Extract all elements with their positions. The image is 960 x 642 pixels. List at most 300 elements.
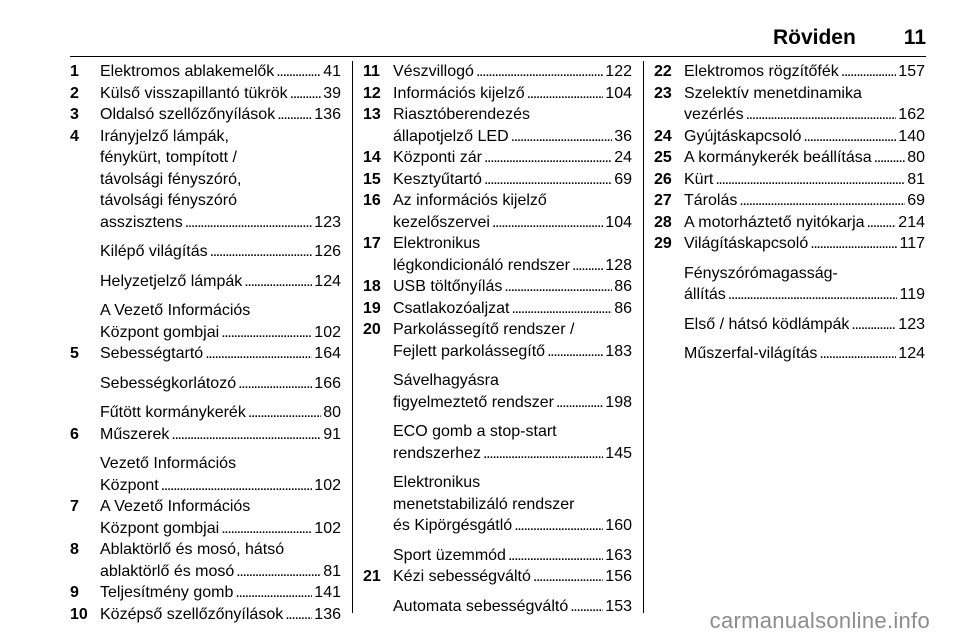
dot-leader	[841, 61, 897, 83]
page-reference: 214	[898, 213, 925, 231]
dot-leader	[248, 402, 321, 424]
index-entry	[70, 271, 341, 293]
item-reference	[393, 545, 632, 567]
item-text	[100, 343, 341, 365]
column-divider-2	[643, 61, 644, 613]
item-number	[654, 343, 684, 365]
item-reference	[100, 402, 341, 424]
page-reference: 122	[605, 63, 632, 80]
item-reference	[393, 298, 632, 320]
item-reference	[393, 515, 632, 537]
item-text	[100, 496, 341, 539]
item-text	[684, 61, 925, 83]
item-number: 13	[363, 106, 381, 123]
item-label: Kézi sebességváltó	[393, 568, 531, 585]
item-text	[100, 582, 341, 604]
page-reference: 81	[907, 170, 925, 188]
page-reference: 136	[314, 106, 341, 123]
page-reference: 163	[605, 546, 632, 564]
item-label: figyelmeztető rendszer	[393, 393, 554, 411]
item-label-line: távolsági fényszóró	[100, 192, 237, 209]
item-label-line: A Vezető Információs	[100, 498, 251, 515]
item-label: Helyzetjelző lámpák	[100, 272, 243, 290]
item-number: 14	[363, 149, 381, 166]
index-entry	[363, 61, 632, 83]
index-entry	[70, 604, 341, 626]
item-label: ablaktörlő és mosó	[100, 562, 235, 580]
item-label: Műszerek	[100, 425, 170, 443]
item-reference	[100, 104, 341, 126]
dot-leader	[484, 147, 612, 169]
page-reference: 80	[323, 404, 341, 421]
item-label: állapotjelző LED	[393, 127, 509, 145]
item-text	[100, 424, 341, 446]
page-reference: 81	[323, 562, 341, 580]
item-label: Automata sebességváltó	[393, 597, 569, 615]
page-reference: 123	[898, 315, 925, 333]
item-label-line: Vezető Információs	[100, 455, 237, 472]
item-text	[684, 263, 925, 306]
item-text	[393, 319, 632, 362]
item-label: Külső visszapillantó tükrök	[100, 84, 288, 102]
dot-leader	[185, 212, 313, 234]
item-label: Középső szellőzőnyílások	[100, 605, 284, 623]
dot-leader	[728, 284, 898, 306]
item-number: 12	[363, 84, 381, 102]
item-label-line: Fényszórómagasság-	[684, 264, 838, 282]
item-reference	[393, 61, 632, 83]
page-reference: 80	[907, 149, 925, 166]
item-number: 26	[654, 170, 672, 188]
item-text	[684, 343, 925, 365]
page-reference: 124	[314, 272, 341, 290]
dot-leader	[715, 169, 905, 191]
index-entry	[70, 453, 341, 496]
page-reference: 36	[614, 127, 632, 145]
item-reference	[100, 518, 341, 540]
item-text	[100, 104, 341, 126]
dot-leader	[492, 212, 603, 234]
item-number: 22	[654, 63, 672, 80]
item-number	[363, 545, 393, 567]
dot-leader	[235, 582, 312, 604]
dot-leader	[739, 190, 905, 212]
item-number: 27	[654, 192, 672, 209]
item-reference	[684, 61, 925, 83]
item-text	[684, 169, 925, 191]
item-number: 16	[363, 192, 381, 209]
dot-leader	[290, 83, 322, 105]
item-reference	[393, 169, 632, 191]
item-label-line: Elektronikus	[393, 474, 481, 491]
item-label: Kürt	[684, 170, 714, 188]
item-label: Fejlett parkolássegítő	[393, 342, 546, 360]
item-label-line: Ablaktörlő és mosó, hátsó	[100, 541, 285, 558]
item-reference	[684, 126, 925, 148]
page-reference: 124	[898, 345, 925, 362]
item-number: 10	[70, 605, 88, 623]
item-text	[393, 545, 632, 567]
page-reference: 102	[314, 476, 341, 494]
dot-leader	[867, 212, 897, 234]
item-label-line: Elektronikus	[393, 235, 481, 252]
item-reference	[393, 566, 632, 588]
item-number	[363, 370, 393, 413]
index-entry	[363, 472, 632, 537]
item-number	[70, 271, 100, 293]
item-text	[393, 147, 632, 169]
page-reference: 102	[314, 323, 341, 341]
item-number	[363, 472, 393, 537]
item-text	[393, 298, 632, 320]
dot-leader	[512, 298, 613, 320]
item-label-line: Irányjelző lámpák,	[100, 127, 229, 145]
dot-leader	[572, 255, 603, 277]
item-label: Információs kijelző	[393, 84, 525, 102]
page-reference: 119	[899, 286, 925, 303]
item-number	[70, 453, 100, 496]
dot-leader	[161, 475, 313, 497]
item-label: vezérlés	[684, 106, 744, 123]
page-reference: 117	[899, 235, 925, 252]
index-entry	[363, 233, 632, 276]
item-number: 20	[363, 321, 381, 338]
item-label-line: fénykürt, tompított /	[100, 149, 237, 166]
header-rule	[70, 56, 926, 57]
index-entry	[363, 545, 632, 567]
index-entry	[654, 169, 925, 191]
item-reference	[684, 104, 925, 126]
item-label: A kormánykerék beállítása	[684, 149, 872, 166]
item-label-line: ECO gomb a stop-start	[393, 423, 557, 440]
item-number: 1	[70, 63, 79, 80]
item-text	[100, 271, 341, 293]
item-text	[393, 370, 632, 413]
page-title: Röviden	[772, 26, 856, 49]
dot-leader	[514, 515, 603, 537]
item-label-line: Parkolássegítő rendszer /	[393, 321, 575, 338]
item-number	[363, 596, 393, 618]
index-entry	[363, 421, 632, 464]
item-reference	[393, 341, 632, 363]
dot-leader	[210, 241, 313, 263]
index-entry	[363, 319, 632, 362]
item-number: 24	[654, 127, 672, 145]
index-entry	[70, 83, 341, 105]
dot-leader	[874, 147, 906, 169]
index-entry	[654, 147, 925, 169]
item-number: 7	[70, 498, 79, 515]
item-reference	[100, 61, 341, 83]
item-text	[684, 126, 925, 148]
dot-leader	[819, 343, 896, 365]
page-reference: 41	[323, 63, 341, 80]
item-label: Elektromos rögzítőfék	[684, 63, 839, 80]
item-reference	[393, 443, 632, 465]
index-entry	[363, 370, 632, 413]
index-entry	[363, 596, 632, 618]
index-entry	[363, 83, 632, 105]
dot-leader	[803, 126, 896, 148]
item-reference	[393, 147, 632, 169]
item-number: 21	[363, 568, 381, 585]
item-label: Világításkapcsoló	[684, 235, 809, 252]
item-text	[393, 421, 632, 464]
item-label: Műszerfal-világítás	[684, 345, 818, 362]
item-label-line: menetstabilizáló rendszer	[393, 495, 575, 513]
item-label-line: Riasztóberendezés	[393, 106, 530, 123]
dot-leader	[851, 314, 896, 336]
item-text	[393, 233, 632, 276]
item-number	[363, 421, 393, 464]
item-reference	[393, 392, 632, 414]
item-reference	[684, 233, 925, 255]
dot-leader	[533, 566, 603, 588]
item-number: 5	[70, 345, 79, 362]
page-reference: 156	[605, 568, 632, 585]
item-label: Gyújtáskapcsoló	[684, 127, 802, 145]
item-label: Vészvillogó	[393, 63, 474, 80]
item-number: 28	[654, 213, 672, 231]
item-label: asszisztens	[100, 213, 183, 231]
index-entry	[654, 83, 925, 126]
watermark: carmanualsonline.info	[709, 608, 930, 633]
page-reference: 166	[314, 374, 341, 392]
item-text	[100, 126, 341, 234]
item-text	[684, 233, 925, 255]
item-label: légkondicionáló rendszer	[393, 256, 570, 274]
page-reference: 104	[605, 84, 632, 102]
item-label-line: Az információs kijelző	[393, 192, 547, 209]
dot-leader	[508, 545, 603, 567]
page-reference: 69	[614, 170, 632, 188]
index-entry	[654, 190, 925, 212]
item-reference	[684, 147, 925, 169]
dot-leader	[476, 61, 603, 83]
item-number: 9	[70, 584, 79, 601]
dot-leader	[484, 169, 612, 191]
item-label: és Kipörgésgátló	[393, 517, 513, 534]
item-label: kezelőszervei	[393, 213, 490, 231]
item-label: Kesztyűtartó	[393, 170, 482, 188]
item-label: Kilépő világítás	[100, 243, 208, 260]
dot-leader	[221, 518, 312, 540]
item-number: 23	[654, 84, 672, 102]
dot-leader	[527, 83, 604, 105]
index-entry	[654, 314, 925, 336]
index-entry	[363, 169, 632, 191]
item-label: rendszerhez	[393, 444, 482, 462]
item-label: Tárolás	[684, 192, 738, 209]
item-text	[393, 83, 632, 105]
item-label-line: távolsági fényszóró,	[100, 170, 242, 188]
item-label: Elektromos ablakemelők	[100, 63, 275, 80]
dot-leader	[221, 322, 312, 344]
dot-leader	[556, 392, 603, 414]
dot-leader	[483, 443, 603, 465]
item-label: Központ gombjai	[100, 519, 220, 537]
item-reference	[684, 169, 925, 191]
item-label: Sport üzemmód	[393, 546, 506, 564]
item-number: 19	[363, 299, 381, 317]
item-text	[100, 300, 341, 343]
index-entry	[70, 61, 341, 83]
item-text	[393, 276, 632, 298]
item-number: 17	[363, 235, 381, 252]
index-entry	[70, 126, 341, 234]
item-reference	[393, 126, 632, 148]
column-divider-1	[352, 61, 353, 613]
page-reference: 104	[605, 213, 632, 231]
item-reference	[100, 83, 341, 105]
item-number	[654, 314, 684, 336]
index-entry	[363, 276, 632, 298]
page-reference: 24	[614, 149, 632, 166]
dot-leader	[810, 233, 897, 255]
dot-leader	[285, 604, 312, 626]
index-entry	[70, 343, 341, 365]
item-text	[684, 147, 925, 169]
item-number	[654, 263, 684, 306]
item-text	[684, 212, 925, 234]
page-number: 11	[903, 26, 926, 49]
page-header	[773, 26, 926, 50]
item-number	[70, 241, 100, 263]
item-reference	[684, 343, 925, 365]
item-label: Első / hátsó ködlámpák	[684, 315, 850, 333]
page-reference: 153	[605, 597, 632, 615]
item-text	[100, 453, 341, 496]
page-reference: 102	[314, 519, 341, 537]
index-entry	[654, 233, 925, 255]
item-number	[70, 300, 100, 343]
item-number	[70, 402, 100, 424]
item-reference	[100, 271, 341, 293]
page-reference: 157	[898, 63, 925, 80]
item-reference	[684, 314, 925, 336]
item-label: Csatlakozóaljzat	[393, 299, 510, 317]
page-reference: 160	[605, 517, 632, 534]
item-reference	[100, 424, 341, 446]
item-text	[393, 104, 632, 147]
toc-column-3	[654, 61, 925, 365]
item-number: 2	[70, 84, 79, 102]
item-label-line: Szelektív menetdinamika	[684, 84, 862, 102]
index-entry	[363, 147, 632, 169]
item-reference	[100, 561, 341, 583]
index-entry	[654, 212, 925, 234]
index-entry	[70, 424, 341, 446]
item-reference	[100, 475, 341, 497]
item-number	[70, 373, 100, 395]
page-reference: 140	[898, 127, 925, 145]
item-label: Központ	[100, 476, 159, 494]
page-reference: 141	[314, 584, 341, 601]
item-text	[684, 83, 925, 126]
page-reference: 198	[605, 393, 632, 411]
item-label: Teljesítmény gomb	[100, 584, 234, 601]
index-entry	[363, 566, 632, 588]
dot-leader	[205, 343, 312, 365]
dot-leader	[238, 373, 312, 395]
item-text	[684, 190, 925, 212]
item-reference	[393, 83, 632, 105]
dot-leader	[236, 561, 321, 583]
item-text	[393, 190, 632, 233]
item-label: A motorháztető nyitókarja	[684, 213, 865, 231]
item-label: Sebességkorlátozó	[100, 374, 237, 392]
index-entry	[363, 190, 632, 233]
item-reference	[684, 190, 925, 212]
item-label-line: A Vezető Információs	[100, 302, 251, 319]
index-entry	[70, 582, 341, 604]
dot-leader	[244, 271, 312, 293]
dot-leader	[504, 276, 612, 298]
dot-leader	[746, 104, 897, 126]
item-text	[100, 604, 341, 626]
item-number: 11	[363, 63, 380, 80]
item-number: 29	[654, 235, 672, 252]
item-reference	[684, 284, 925, 306]
item-number: 3	[70, 106, 79, 123]
item-reference	[100, 241, 341, 263]
item-label: Központi zár	[393, 149, 482, 166]
page-reference: 39	[323, 84, 341, 102]
index-entry	[70, 241, 341, 263]
index-entry	[70, 402, 341, 424]
item-reference	[684, 212, 925, 234]
index-entry	[654, 263, 925, 306]
item-text	[100, 539, 341, 582]
item-number: 6	[70, 425, 79, 443]
index-entry	[70, 496, 341, 539]
page-reference: 136	[314, 605, 341, 623]
item-reference	[100, 373, 341, 395]
page-reference: 183	[605, 342, 632, 360]
item-text	[100, 402, 341, 424]
dot-leader	[570, 596, 603, 618]
dot-leader	[511, 126, 613, 148]
item-reference	[393, 255, 632, 277]
item-label: állítás	[684, 286, 726, 303]
index-entry	[654, 61, 925, 83]
item-reference	[100, 604, 341, 626]
toc-column-1	[70, 61, 341, 625]
index-entry	[70, 300, 341, 343]
page-reference: 86	[614, 278, 632, 295]
item-reference	[100, 212, 341, 234]
item-label-line: Sávelhagyásra	[393, 372, 499, 389]
page-reference: 91	[323, 425, 341, 443]
page-reference: 126	[314, 243, 341, 260]
item-label: Fűtött kormánykerék	[100, 404, 246, 421]
page-reference: 162	[898, 106, 925, 123]
page-reference: 123	[314, 213, 341, 231]
item-number: 8	[70, 541, 79, 558]
item-text	[100, 373, 341, 395]
index-entry	[654, 126, 925, 148]
item-label: Központ gombjai	[100, 323, 220, 341]
dot-leader	[171, 424, 321, 446]
item-label: Sebességtartó	[100, 345, 204, 362]
dot-leader	[276, 61, 321, 83]
item-number: 4	[70, 127, 79, 145]
item-reference	[100, 322, 341, 344]
index-entry	[363, 298, 632, 320]
page-reference: 164	[314, 345, 341, 362]
item-text	[100, 241, 341, 263]
dot-leader	[547, 341, 603, 363]
